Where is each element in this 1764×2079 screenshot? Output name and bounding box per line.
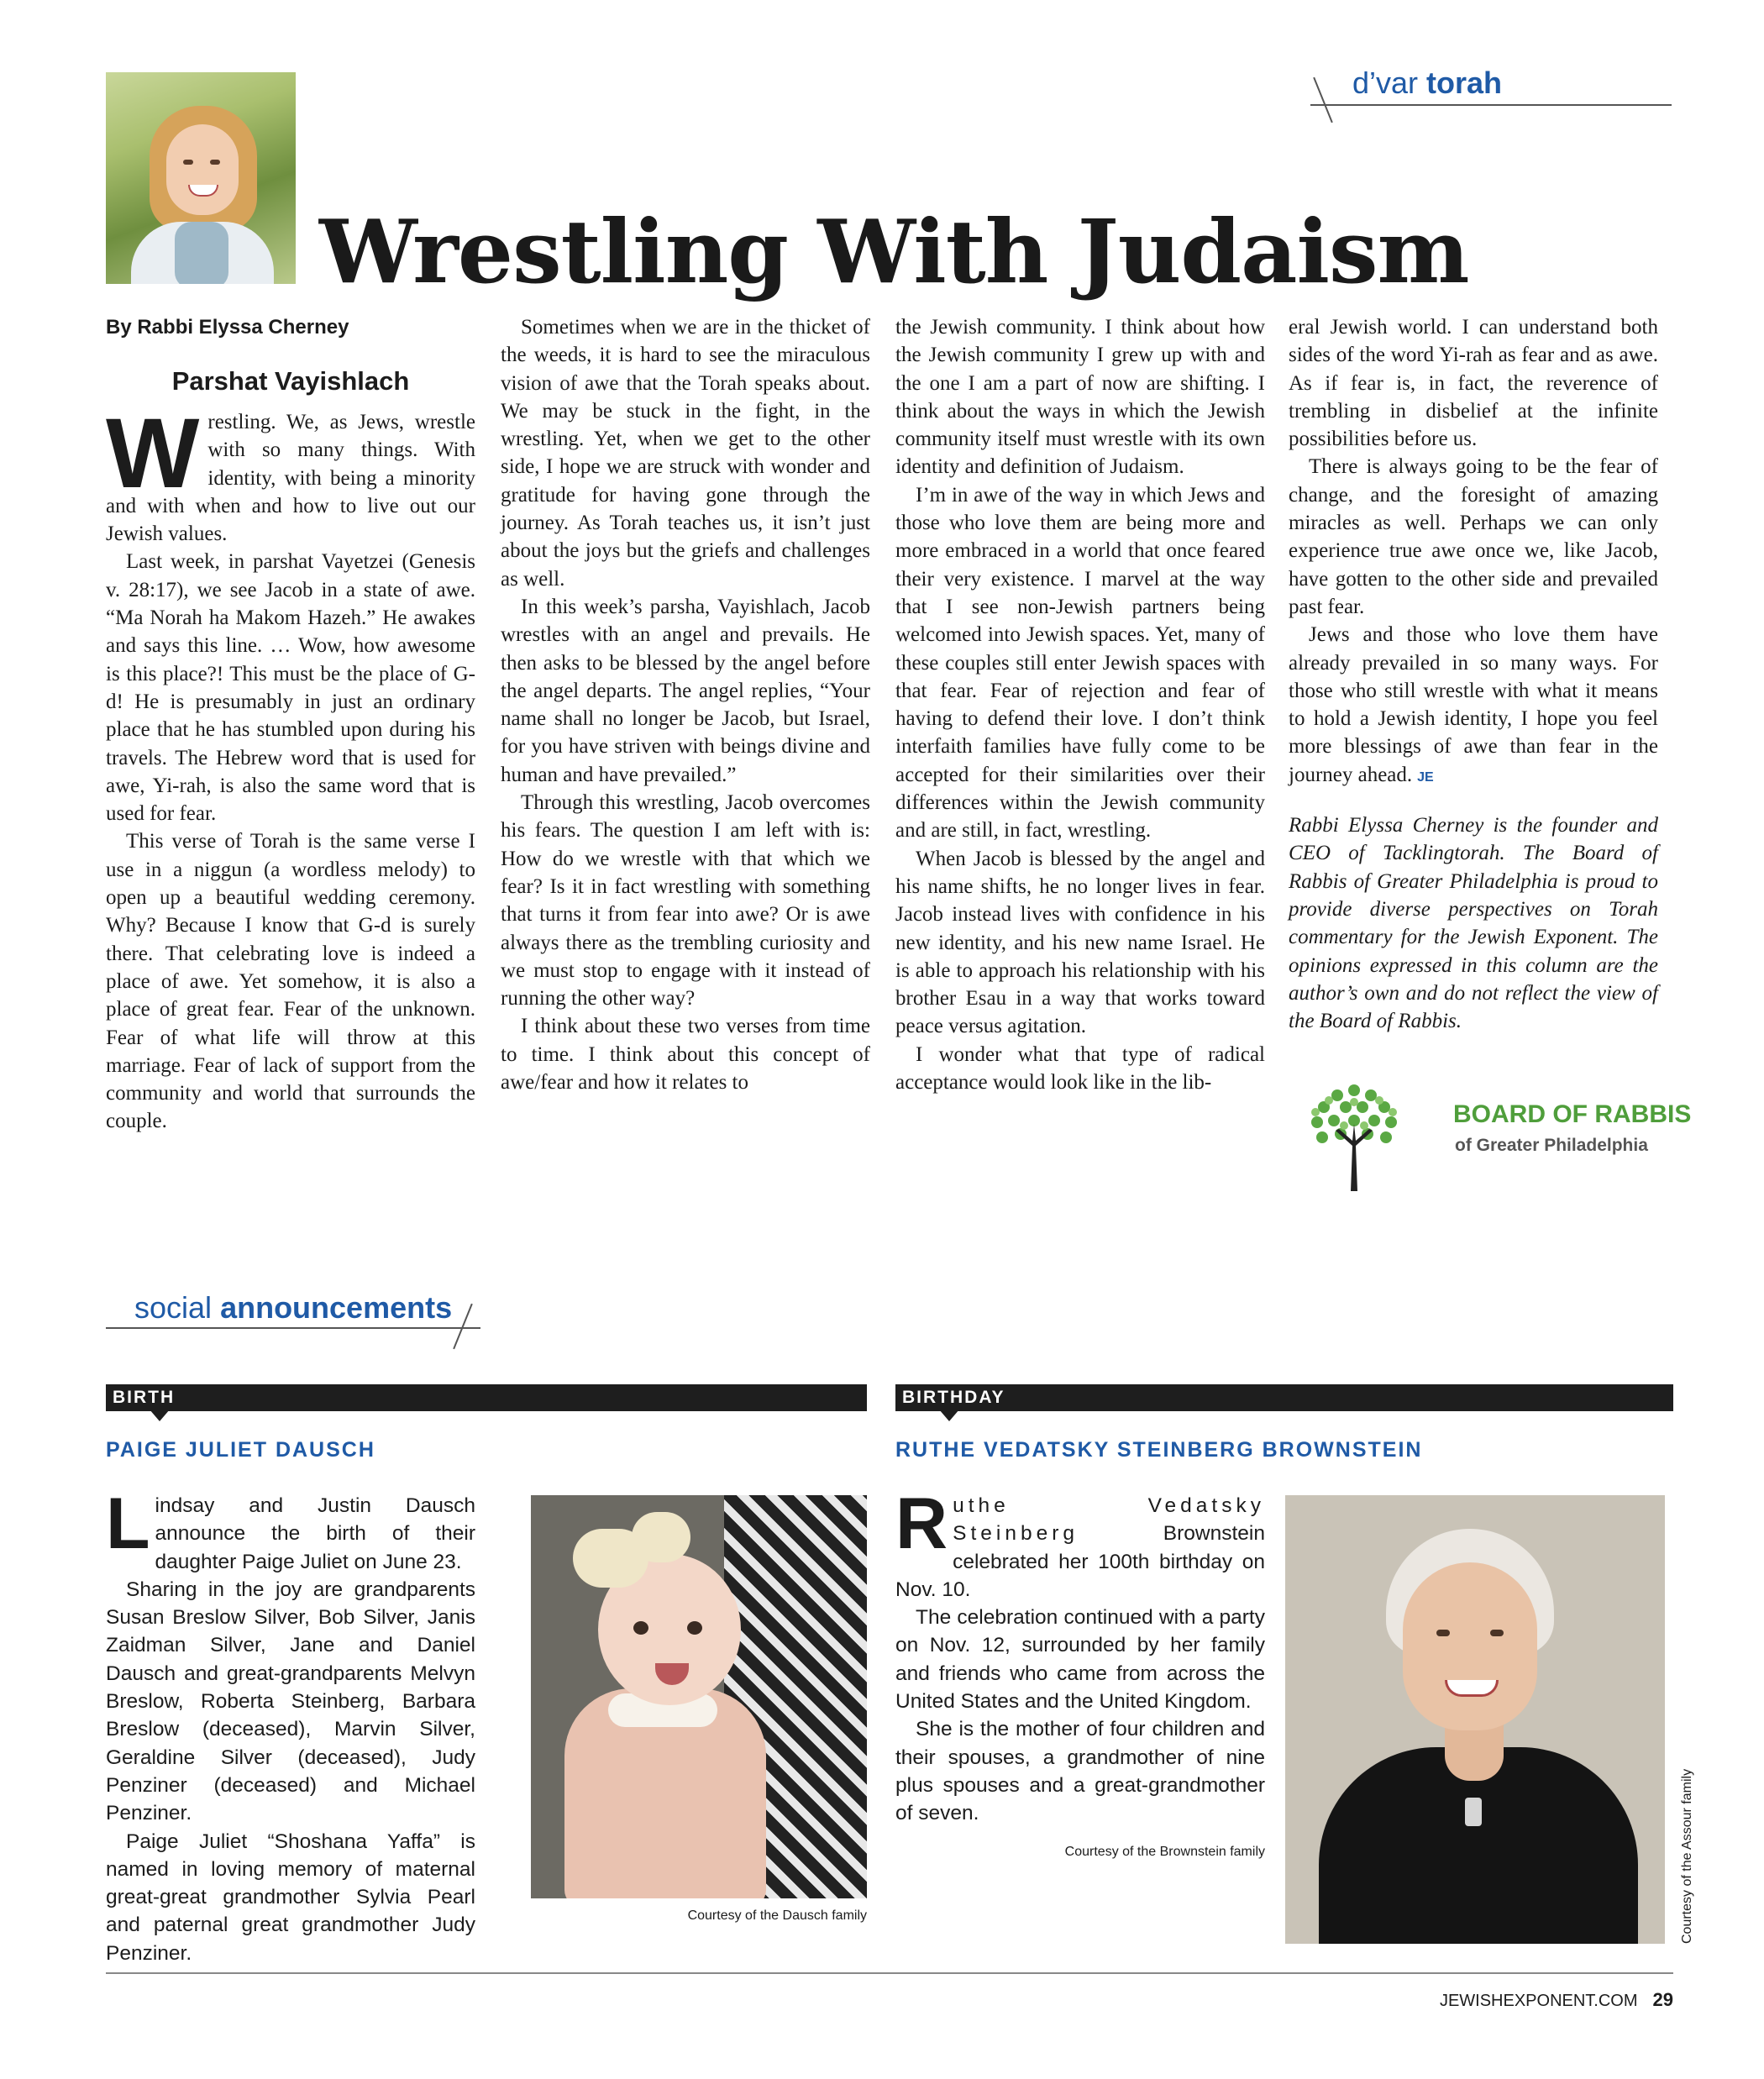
site-name: JEWISHEXPONENT.COM	[1439, 1992, 1638, 2010]
photo-credit: Courtesy of the Dausch family	[687, 1908, 867, 1923]
article-byline: By Rabbi Elyssa Cherney	[106, 316, 349, 339]
article-paragraph: Jews and those who love them have already prevailed in so many ways. For those who still wrestle with what it means to hold a Jewish identity, I hope you feel more blessings of awe than fear in the journey ahead. JE	[1289, 623, 1658, 786]
article-column-2	[501, 313, 870, 1096]
photo-credit: Courtesy of the Brownstein family	[1064, 1844, 1265, 1859]
end-mark: JE	[1417, 769, 1434, 785]
category-bar-birthday	[895, 1384, 1673, 1411]
category-label: BIRTHDAY	[902, 1388, 1005, 1407]
category-pointer	[939, 1410, 959, 1421]
article-paragraph: Through this wrestling, Jacob overcomes his fears. The question I am left with is: How do we wrestle with that which we fear? Is it in fact wrestling with something that turns it from fear into awe? Or is awe always there as the trembling curiosity and we must stop to engage with it instead of running the other way?	[501, 791, 870, 1011]
section-tag-slash	[1313, 77, 1333, 123]
category-pointer	[150, 1410, 170, 1421]
author-photo	[106, 72, 296, 284]
announcement-paragraph: She is the mother of four children and their spouses, a grandmother of nine plus spouses and a great-grandmother of seven.	[895, 1718, 1265, 1825]
page-number: 29	[1652, 1989, 1673, 2010]
baby-photo	[531, 1495, 867, 1898]
article-paragraph: In this week’s parsha, Vayishlach, Jacob wrestles with an angel and prevails. He then asks to be blessed by the angel before the angel departs. The angel replies, “Your name shall no longer be Jacob, but Israel, for you have striven with beings divine and human and have prevailed.”	[501, 595, 870, 786]
article-paragraph: When Jacob is blessed by the angel and his name shifts, he no longer lives in fear. Jacob instead lives with confidence in his new identity, and his new name Israel. He is able to approach his relationship with his brother Esau in a way that works toward peace versus agitation.	[895, 847, 1265, 1038]
photo-credit-vertical: Courtesy of the Assour family	[1680, 1768, 1694, 1944]
article-paragraph: I think about these two verses from time to time. I think about this concept of awe/fear and how it relates to	[501, 1015, 870, 1095]
author-bio: Rabbi Elyssa Cherney is the founder and CEO of Tacklingtorah. The Board of Rabbis of Greater Philadelphia is proud to provide diverse perspectives on Torah commentary for the Jewish Exponent. The opinions expressed in this column are the author’s own and do not reflect the view of the Board of Rabbis.	[1289, 814, 1658, 1033]
announcement-paragraph: Ruthe Vedatsky Steinberg Brownstein celebrated her 100th birthday on Nov. 10.	[895, 1483, 1265, 1601]
section-tag-social-announcements	[106, 1290, 480, 1352]
category-label: BIRTH	[113, 1388, 176, 1407]
article-column-1	[106, 398, 475, 1136]
article-paragraph: Wrestling. We, as Jews, wrestle with so many things. With identity, with being a minority and with when and how to live out our Jewish values.	[106, 398, 475, 546]
section-tag-rule	[1310, 104, 1672, 106]
section-tag-label: d’var torah	[1352, 66, 1503, 100]
announcement-paragraph: The celebration continued with a party on Nov. 12, surrounded by her family and friends who came from across the United States and the United Kingdom.	[895, 1606, 1265, 1714]
section-tag-rule	[106, 1327, 480, 1329]
article-paragraph: There is always going to be the fear of change, and the foresight of amazing miracles as well. Perhaps we can only experience true awe once we, like Jacob, have gotten to the other side and prevailed past fear.	[1289, 455, 1658, 618]
footer-rule	[106, 1972, 1673, 1974]
birthday-announcement-text	[895, 1483, 1265, 1866]
board-of-rabbis-logo	[1304, 1075, 1692, 1193]
announcement-name: RUTHE VEDATSKY STEINBERG BROWNSTEIN	[895, 1438, 1423, 1462]
article-paragraph: Sometimes when we are in the thicket of the weeds, it is hard to see the miraculous vision of awe that the Torah speaks about. We may be stuck in the fight, in the wrestling. Yet, when we get to the other side, I hope we are struck with wonder and gratitude for having gone through the journey. As Torah teaches us, it isn’t just about the joys but the griefs and challenges as well.	[501, 316, 870, 591]
birth-announcement-text	[106, 1483, 475, 1967]
section-tag-dvar-torah	[1310, 66, 1672, 116]
article-column-3	[895, 313, 1265, 1096]
birthday-photo	[1285, 1495, 1665, 1944]
article-paragraph: Last week, in parshat Vayetzei (Genesis v. 28:17), we see Jacob in a state of awe. “Ma Norah ha Makom Hazeh.” He awakes and says this line. … Wow, how awesome is this place?! This must be the place of G-d! He is presumably in just an ordinary place that he has stumbled upon during his travels. The Hebrew word that is used for awe, Yi-rah, is also the same word that is used for fear.	[106, 550, 475, 826]
announcement-paragraph: Sharing in the joy are grandparents Susan Breslow Silver, Bob Silver, Janis Zaidman Silver, Jane and Daniel Dausch and great-grandparents Melvyn Breslow, Roberta Steinberg, Barbara Breslow (deceased), Marvin Silver, Geraldine Silver (deceased), Judy Penziner (deceased) and Michael Penziner.	[106, 1578, 475, 1825]
announcement-name: PAIGE JULIET DAUSCH	[106, 1438, 375, 1462]
dropcap: L	[106, 1483, 150, 1564]
article-paragraph: This verse of Torah is the same verse I use in a niggun (a wordless melody) to open up a beautiful wedding ceremony. Why? Because I know that G-d is surely there. That celebrating love is indeed a place of awe. Yet somehow, it is also a place of great fear. Fear of the unknown. Fear of what life will throw at this marriage. Fear of lack of support from the community and world that surrounds the couple.	[106, 830, 475, 1133]
announcement-paragraph: Paige Juliet “Shoshana Yaffa” is named in loving memory of maternal great-great grandmother Sylvia Pearl and paternal great grandmother Judy Penziner.	[106, 1830, 475, 1965]
section-tag-slash	[453, 1304, 473, 1350]
article-parsha: Parshat Vayishlach	[171, 366, 410, 396]
article-paragraph: eral Jewish world. I can understand both sides of the word Yi-rah as fear and as awe. As if fear is, in fact, the reverence of trembling in disbelief at the infinite possibilities before us.	[1289, 316, 1658, 451]
tree-icon	[1304, 1075, 1404, 1193]
dropcap: R	[895, 1483, 948, 1564]
dropcap: W	[106, 398, 200, 509]
article-paragraph: I’m in awe of the way in which Jews and those who love them are being more and more embraced in a world that once feared their very existence. I marvel at the way that I see non-Jewish partners being welcomed into Jewish spaces. Yet, many of these couples still enter Jewish spaces with that fear. Fear of rejection and fear of having to defend their love. I don’t think interfaith families have fully come to be accepted for their similarities over their differences within the Jewish community and are still, in fact, wrestling.	[895, 483, 1265, 843]
article-paragraph: the Jewish community. I think about how the Jewish community I grew up with and the one I am a part of now are shifting. I think about the ways in which the Jewish community itself must wrestle with its own identity and definition of Judaism.	[895, 316, 1265, 479]
article-column-4	[1289, 313, 1658, 1035]
logo-line-2: of Greater Philadelphia	[1455, 1136, 1648, 1155]
announcement-paragraph: Lindsay and Justin Dausch announce the birth of their daughter Paige Juliet on June 23.	[106, 1483, 475, 1573]
article-paragraph: I wonder what that type of radical acceptance would look like in the lib-	[895, 1042, 1265, 1095]
page-footer	[1394, 1989, 1673, 2011]
article-headline: Wrestling With Judaism	[319, 200, 1469, 303]
logo-line-1: BOARD OF RABBIS	[1453, 1100, 1692, 1128]
category-bar-birth	[106, 1384, 867, 1411]
section-tag-label: social announcements	[134, 1290, 453, 1325]
